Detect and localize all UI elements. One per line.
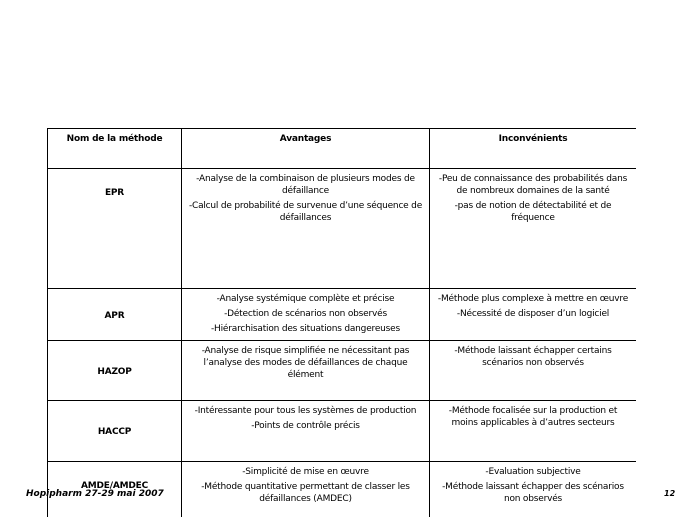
header-advantages: Avantages: [182, 129, 430, 169]
disadvantage-item: -Peu de connaissance des probabilités dans de nombreux domaines de la santé: [438, 174, 628, 196]
disadvantages-cell: [430, 169, 637, 289]
table-row: [48, 169, 637, 289]
method-name-label: HACCP: [97, 427, 132, 437]
disadvantage-item: -Evaluation subjective: [485, 467, 581, 477]
advantage-item: -Intéressante pour tous les systèmes de production: [194, 406, 417, 416]
disadvantage-item: -Nécessité de disposer d’un logiciel: [456, 309, 610, 319]
advantage-item: -Analyse de risque simplifiée ne nécessitant pas l’analyse des modes de défaillances de chaque élément: [201, 346, 410, 380]
page-number: 12: [664, 489, 676, 498]
advantage-item: -Simplicité de mise en œuvre: [242, 467, 369, 477]
method-name-label: EPR: [104, 188, 125, 198]
method-name: [48, 401, 182, 462]
disadvantage-item: -pas de notion de détectabilité et de fréquence: [454, 201, 612, 223]
advantages-cell: [182, 401, 430, 462]
methods-comparison-table: [47, 128, 636, 517]
table-row: [48, 341, 637, 401]
methods-table-container: [47, 128, 636, 517]
advantages-cell: [182, 169, 430, 289]
header-method-name: Nom de la méthode: [48, 129, 182, 169]
advantage-item: -Méthode quantitative permettant de classer les défaillances (AMDEC): [201, 482, 410, 504]
method-name-label: HAZOP: [97, 366, 132, 377]
disadvantages-cell: [430, 289, 637, 341]
method-name: [48, 289, 182, 341]
footer-event-label: Hopipharm 27-29 mai 2007: [26, 489, 164, 499]
advantage-item: -Calcul de probabilité de survenue d’une séquence de défaillances: [188, 201, 423, 223]
method-name: [48, 341, 182, 401]
disadvantage-item: -Méthode focalisée sur la production et moins applicables à d’autres secteurs: [448, 406, 618, 428]
advantage-item: -Hiérarchisation des situations dangereuses: [211, 324, 400, 334]
advantages-cell: [182, 341, 430, 401]
advantages-cell: [182, 289, 430, 341]
header-disadvantages: Inconvénients: [430, 129, 637, 169]
table-header-row: [48, 129, 637, 169]
disadvantages-cell: [430, 341, 637, 401]
advantage-item: -Points de contrôle précis: [251, 421, 360, 431]
advantage-item: -Analyse systémique complète et précise: [216, 294, 395, 304]
table-row: [48, 401, 637, 462]
method-name-label: AMDE/AMDEC: [81, 481, 148, 491]
disadvantages-cell: [430, 401, 637, 462]
advantage-item: -Détection de scénarios non observés: [224, 309, 387, 319]
advantages-cell: [182, 462, 430, 517]
advantage-item: -Analyse de la combinaison de plusieurs modes de défaillance: [196, 174, 415, 196]
disadvantage-item: -Méthode laissant échapper des scénarios non observés: [442, 482, 624, 504]
method-name: [48, 169, 182, 289]
disadvantage-item: -Méthode laissant échapper certains scénarios non observés: [454, 346, 612, 368]
table-row: [48, 289, 637, 341]
method-name-label: APR: [104, 310, 125, 321]
disadvantage-item: -Méthode plus complexe à mettre en œuvre: [437, 294, 629, 304]
disadvantages-cell: [430, 462, 637, 517]
